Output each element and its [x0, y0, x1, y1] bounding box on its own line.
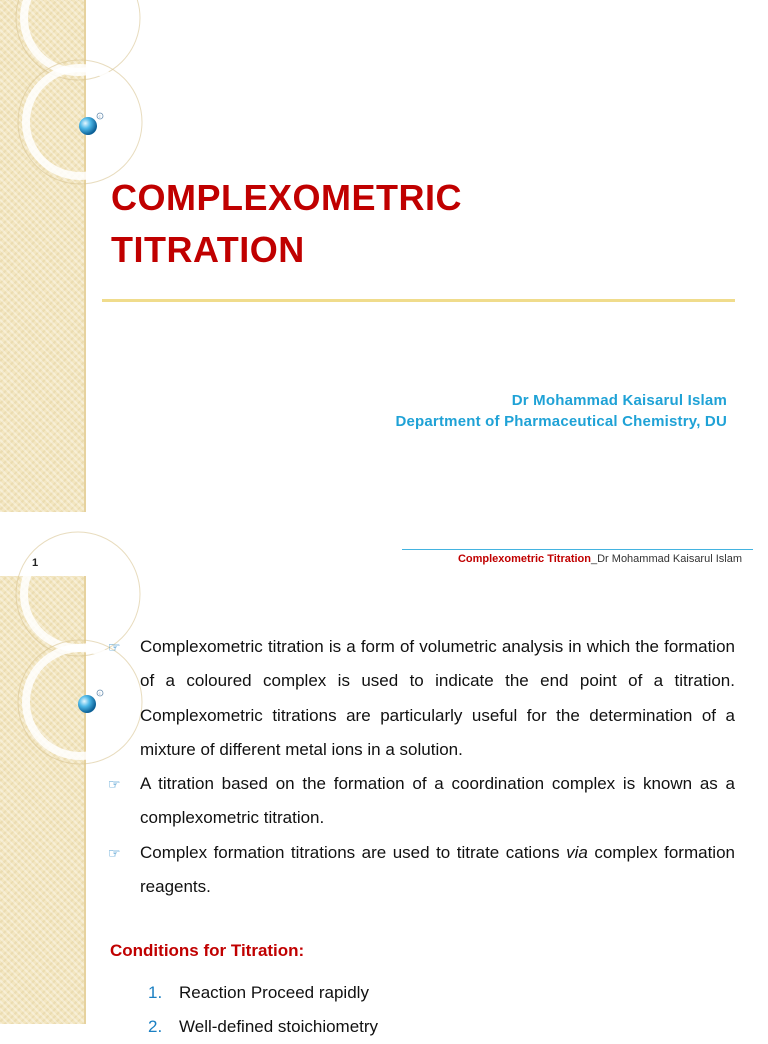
footer-author: _Dr Mohammad Kaisarul Islam — [591, 553, 742, 565]
conditions-list — [148, 976, 378, 1044]
decorative-ring — [24, 0, 132, 72]
bullet-text: A titration based on the formation of a coordination complex is known as a complexometric titration. — [140, 774, 735, 828]
content-slide — [0, 576, 768, 1036]
blue-sphere-icon — [78, 695, 96, 713]
slide-title — [111, 172, 462, 276]
bullet-text — [140, 843, 735, 896]
bullet-item — [108, 836, 735, 905]
decorative-circles — [0, 576, 120, 1024]
title-divider — [102, 299, 735, 302]
slide-title-line1: COMPLEXOMETRIC — [111, 177, 463, 218]
slide-title-line2: TITRATION — [111, 229, 305, 270]
author-department: Department of Pharmaceutical Chemistry, DU — [395, 413, 727, 430]
bullet-text-italic: via — [566, 842, 588, 862]
pointing-hand-icon: ☞ — [108, 639, 121, 655]
bullet-list — [108, 630, 735, 904]
pointing-hand-icon: ☞ — [108, 776, 121, 793]
footer-title: Complexometric Titration — [457, 553, 591, 565]
svg-text:c: c — [98, 113, 101, 119]
footer-divider — [402, 549, 753, 550]
condition-text: Well-defined stoichiometry — [179, 1017, 379, 1036]
condition-number: 2. — [148, 1017, 163, 1036]
condition-text: Reaction Proceed rapidly — [179, 983, 369, 1002]
author-block — [395, 390, 727, 432]
page-number: 1 — [32, 557, 39, 569]
conditions-heading: Conditions for Titration: — [110, 941, 305, 960]
condition-item — [148, 1010, 378, 1044]
author-name: Dr Mohammad Kaisarul Islam — [511, 392, 727, 409]
condition-number: 1. — [148, 983, 163, 1002]
svg-text:c: c — [98, 690, 101, 696]
blue-sphere-icon — [79, 117, 97, 135]
pointing-hand-icon: ☞ — [108, 844, 121, 861]
condition-item — [148, 976, 378, 1010]
bullet-text: Complexometric titration is a form of volumetric analysis in which the formation of a coloured complex is used to indicate the end point of a titration. Complexometric titrations are particularly useful for the determination of a mixture of different metal ions in a solution. — [140, 637, 735, 759]
bullet-item — [108, 767, 735, 836]
slide-footer — [458, 553, 742, 565]
decorative-circles — [0, 0, 120, 512]
bullet-text-before: Complex formation titrations are used to titrate cations — [140, 842, 567, 862]
bullet-item — [108, 630, 735, 767]
title-slide — [0, 0, 768, 512]
bullet-text-after: complex formation reagents. — [140, 842, 735, 897]
